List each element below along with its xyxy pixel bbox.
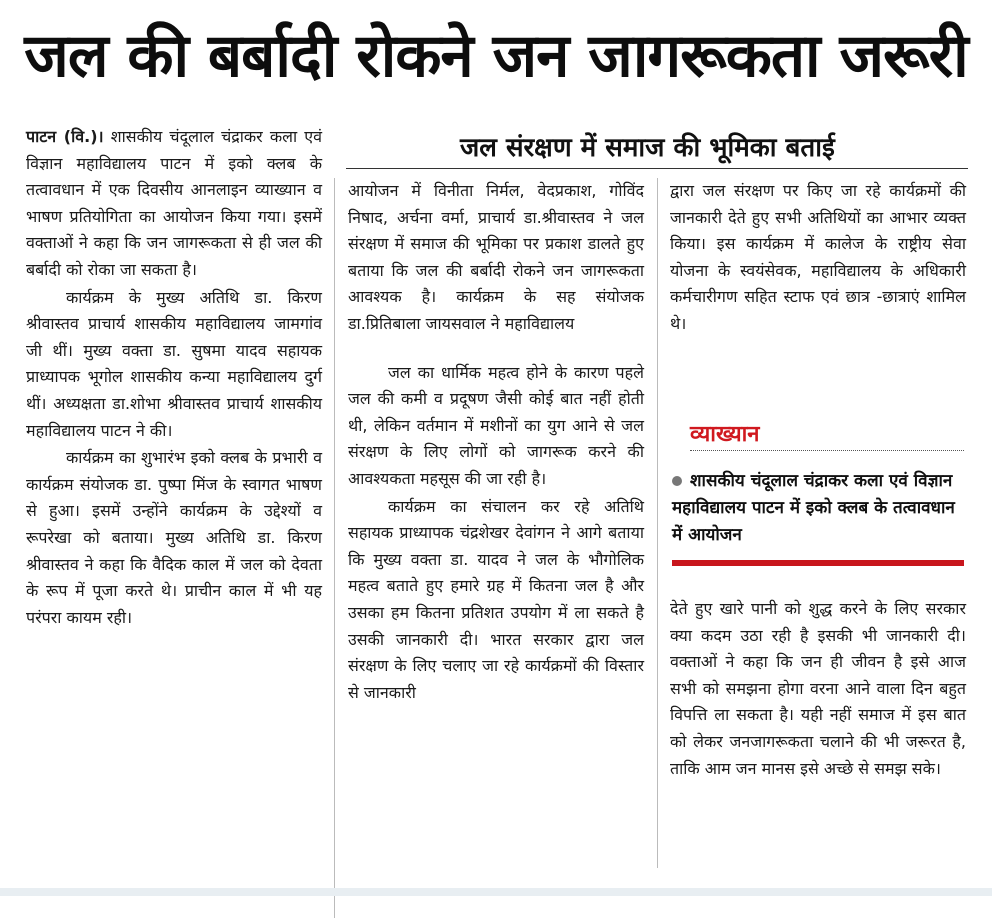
paragraph	[26, 124, 322, 284]
headline: जल की बर्बादी रोकने जन जागरूकता जरूरी	[24, 21, 968, 91]
article-column-3-continued	[670, 596, 966, 782]
kicker-label: व्याख्यान	[690, 422, 760, 447]
subheadline: जल संरक्षण में समाज की भूमिका बताई	[460, 133, 835, 163]
paragraph: द्वारा जल संरक्षण पर किए जा रहे कार्यक्रमों की जानकारी देते हुए सभी अतिथियों का आभार व्यक्त किया। इस कार्यक्रम में कालेज के राष्ट्रीय सेवा योजना के स्वयंसेवक, महाविद्यालय के अधिकारी कर्मचारीगण सहित स्टाफ एवं छात्र -छात्राएं शामिल थे।	[670, 181, 966, 333]
paragraph: कार्यक्रम के मुख्य अतिथि डा. किरण श्रीवास्तव प्राचार्य शासकीय महाविद्यालय जामगांव जी थीं। मुख्य वक्ता डा. सुषमा यादव सहायक प्राध्यापक भूगोल शासकीय कन्या महाविद्यालय दुर्ग थीं। अध्यक्षता डा.शोभा श्रीवास्तव प्राचार्य शासकीय महाविद्यालय पाटन ने की।	[26, 287, 322, 440]
callout-accent-bar	[672, 560, 964, 566]
dateline: पाटन (वि.)।	[26, 127, 104, 146]
paragraph-text: शासकीय चंदूलाल चंद्राकर कला एवं विज्ञान महाविद्यालय पाटन में इको क्लब के तत्वावधान में एक दिवसीय आनलाइन व्याख्यान व भाषण प्रतियोगिता का आयोजन किया गया। इसमें वक्ताओं ने कहा कि जन जागरूकता से ही जल की बर्बादी को रोका जा सकता है।	[26, 127, 322, 279]
article-column-3	[670, 178, 966, 338]
paragraph: कार्यक्रम का संचालन कर रहे अतिथि सहायक प्राध्यापक चंद्रशेखर देवांगन ने आगे बताया कि मुख्य वक्ता डा. यादव ने जल के भौगोलिक महत्व बताते हुए हमारे ग्रह में कितना जल है और उसका हम कितना प्रतिशत उपयोग में ला सकते है उसकी जानकारी दी। भारत सरकार द्वारा जल संरक्षण के लिए चलाए जा रहे कार्यक्रमों की विस्तार से जानकारी	[348, 496, 644, 702]
kicker-rule	[690, 450, 964, 451]
callout-text: शासकीय चंदूलाल चंद्राकर कला एवं विज्ञान महाविद्यालय पाटन में इको क्लब के तत्वावधान में आयोजन	[672, 471, 955, 545]
article-column-1	[26, 124, 322, 631]
subheadline-box	[346, 124, 968, 169]
column-divider	[657, 178, 658, 868]
page-bottom-strip	[0, 888, 992, 896]
paragraph: देते हुए खारे पानी को शुद्ध करने के लिए सरकार क्या कदम उठा रही है इसकी भी जानकारी दी। वक्ताओं ने कहा कि जन ही जीवन है इसे आज सभी को समझना होगा वरना आने वाला दिन बहुत विपत्ति ला सकता है। यही नहीं समाज में इस बात को लेकर जनजागरूकता चलाने की भी जरूरत है, ताकि आम जन मानस इसे अच्छे से समझ सके।	[670, 599, 966, 778]
column-divider	[334, 178, 335, 918]
bullet-icon	[672, 476, 682, 486]
article-column-2	[348, 178, 644, 706]
paragraph: जल का धार्मिक महत्व होने के कारण पहले जल की कमी व प्रदूषण जैसी कोई बात नहीं होती थी, लेकिन वर्तमान में मशीनों का युग आने से जल संरक्षण के लिए लोगों को जागरूक करने की आवश्यकता महसूस की जा रही है।	[348, 362, 644, 488]
paragraph: कार्यक्रम का शुभारंभ इको क्लब के प्रभारी व कार्यक्रम संयोजक डा. पुष्पा मिंज के स्वागत भाषण से हुआ। इसमें उन्होंने कार्यक्रम के उद्देश्यों व रूपरेखा को बताया। मुख्य अतिथि डा. किरण श्रीवास्तव ने कहा कि वैदिक काल में जल को देवता के रूप में पूजा करते थे। प्राचीन काल में भी यह परंपरा कायम रही।	[26, 448, 322, 627]
callout-box	[672, 468, 968, 549]
paragraph: आयोजन में विनीता निर्मल, वेदप्रकाश, गोविंद निषाद, अर्चना वर्मा, प्राचार्य डा.श्रीवास्तव ने जल संरक्षण में समाज की भूमिका पर प्रकाश डालते हुए बताया कि जल की बर्बादी रोकने जन जागरूकता आवश्यक है। कार्यक्रम के सह संयोजक डा.प्रितिबाला जायसवाल ने महाविद्यालय	[348, 181, 644, 333]
